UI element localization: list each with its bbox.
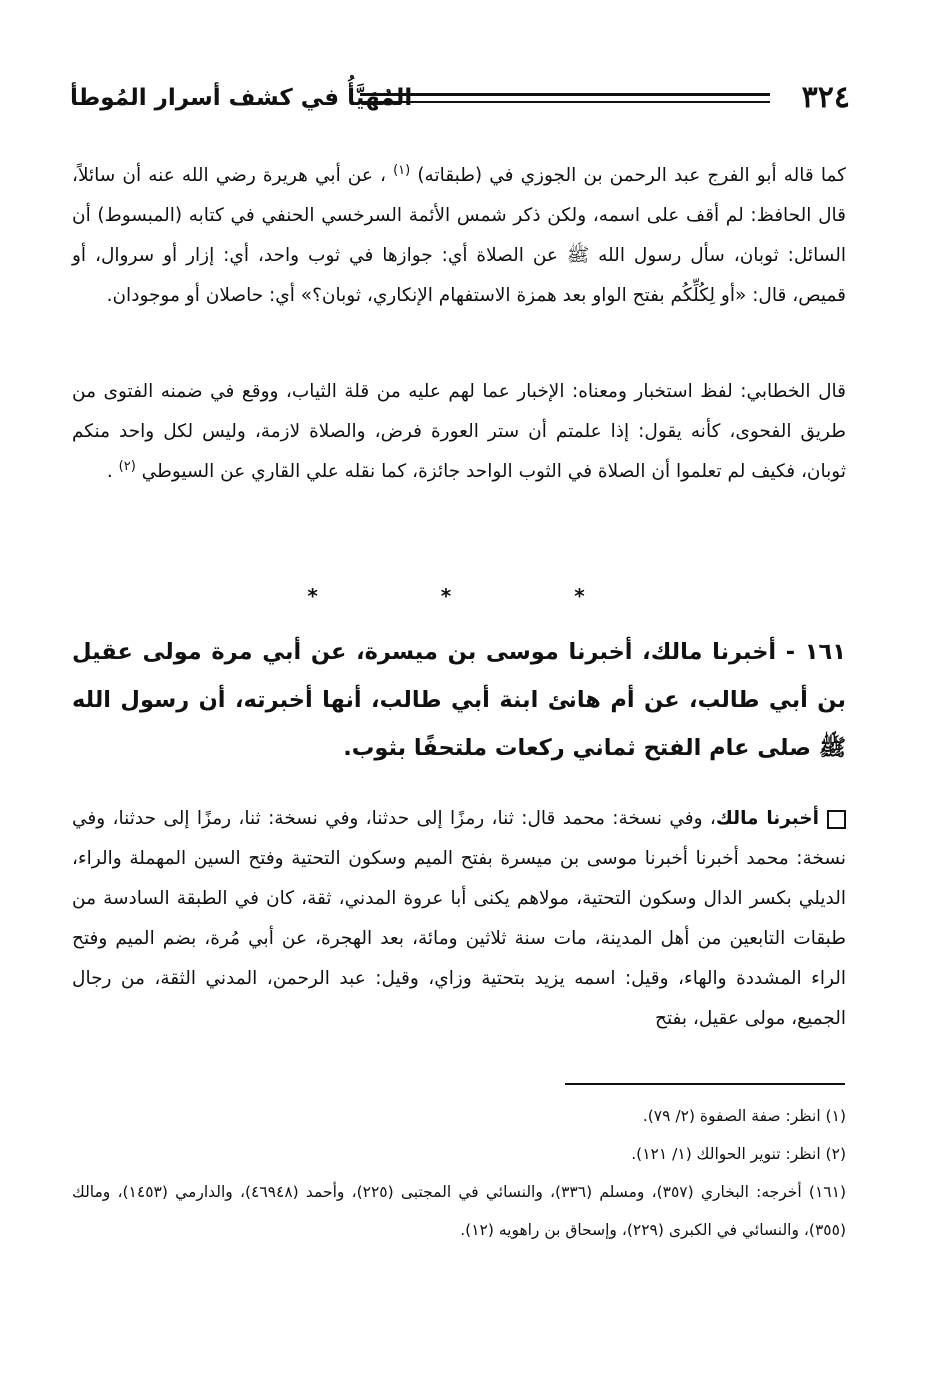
commentary-lead: أخبرنا مالك <box>715 808 819 829</box>
square-marker-icon <box>827 810 846 829</box>
book-title: المُهَيَّأُ في كشف أسرار المُوطأ <box>70 85 413 111</box>
hadith-body: ، أخبرنا موسى بن ميسرة، عن أبي مرة مولى عقيل بن أبي طالب، عن أم هانئ ابنة أبي طالب، أنها أخبرته، أن رسول الله ﷺ صلى عام الفتح ثماني ركعات ملتحفًا بثوب. <box>72 639 846 761</box>
footnotes <box>72 1097 846 1249</box>
section-separator: * * * <box>307 584 643 608</box>
hadith-number: ١٦١ - <box>785 639 846 665</box>
footnote-reference: (١) <box>393 162 411 178</box>
footnote-rule <box>565 1083 845 1085</box>
footnote-reference: (٢) <box>118 458 136 474</box>
commentary-body: ، وفي نسخة: محمد قال: ثنا، رمزًا إلى حدثنا، وفي نسخة: ثنا، رمزًا إلى حدثنا، وفي نسخة: محمد أخبرنا أخبرنا موسى بن ميسرة بفتح الميم وسكون التحتية وفتح السين المهملة والراء، الديلي بكسر الدال وسكون التحتية، مولاهم يكنى أبا عروة المدني، ثقة، كان في الطبقة السادسة من طبقات التابعين من أهل المدينة، مات سنة ثلاثين ومائة، بعد الهجرة، عن أبي مُرة، بضم الميم وفتح الراء المشددة والهاء، وقيل: اسمه يزيد بتحتية وزاي، وقيل: عبد الرحمن، المدني الثقة، من رجال الجميع، مولى عقيل، بفتح <box>72 808 846 1029</box>
paragraph <box>72 156 846 316</box>
page-number: ٣٢٤ <box>801 80 850 115</box>
hadith-text <box>72 628 846 772</box>
running-header <box>70 78 850 122</box>
hadith-lead: أخبرنا مالك <box>650 639 777 665</box>
commentary <box>72 799 846 1039</box>
header-rule <box>360 93 770 103</box>
footnote: (١٦١) أخرجه: البخاري (٣٥٧)، ومسلم (٣٣٦)، والنسائي في المجتبى (٢٢٥)، وأحمد (٤٦٩٤٨)، والدارمي (١٤٥٣)، ومالك (٣٥٥)، والنسائي في الكبرى (٢٢٩)، وإسحاق بن راهويه (١٢). <box>72 1183 846 1239</box>
footnote: (١) انظر: صفة الصفوة (٢/ ٧٩). <box>642 1107 846 1125</box>
paragraph-text: كما قاله أبو الفرج عبد الرحمن بن الجوزي في (طبقاته) <box>417 165 846 186</box>
paragraph <box>72 372 846 492</box>
paragraph-text: ، عن أبي هريرة رضي الله عنه أن سائلاً، قال الحافظ: لم أقف على اسمه، ولكن ذكر شمس الأئمة السرخسي الحنفي في كتابه (المبسوط) أن السائل: ثوبان، سأل رسول الله ﷺ عن الصلاة أي: جوازها في ثوب واحد، أي: إزار أو سروال، أو قميص، قال: «أو لِكُلِّكُم بفتح الواو بعد همزة الاستفهام الإنكاري، ثوبان؟» أي: حاصلان أو موجودان. <box>72 165 846 306</box>
footnote: (٢) انظر: تنوير الحوالك (١/ ١٢١). <box>631 1145 846 1163</box>
paragraph-text: . <box>106 461 113 482</box>
paragraph-text: قال الخطابي: لفظ استخبار ومعناه: الإخبار عما لهم عليه من قلة الثياب، ووقع في ضمنه الفتوى من طريق الفحوى، كأنه يقول: إذا علمتم أن ستر العورة فرض، والصلاة لازمة، وليس لكل واحد منكم ثوبان، فكيف لم تعلموا أن الصلاة في الثوب الواحد جائزة، كما نقله علي القاري عن السيوطي <box>72 381 846 482</box>
